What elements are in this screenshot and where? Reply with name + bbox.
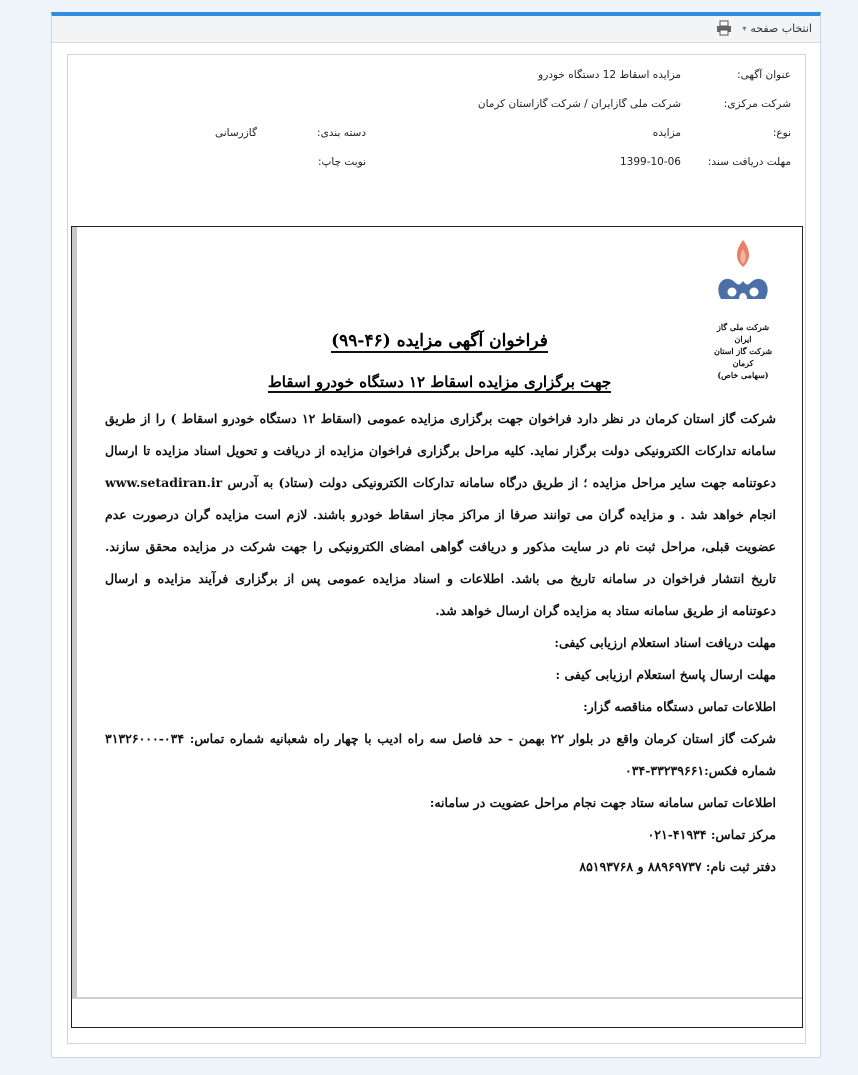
title-value: مزایده اسقاط 12 دستگاه خودرو [538,69,681,81]
org-value: شرکت ملی گازایران / شرکت گازاستان کرمان [477,98,681,110]
document-title: فراخوان آگهی مزایده (۴۶-۹۹) [331,331,548,351]
contact-heading: اطلاعات تماس دستگاه مناقصه گزار: [583,699,776,714]
printer-icon[interactable] [716,20,732,36]
type-label: نوع: [772,127,791,139]
category-value: گازرسانی [214,127,257,139]
registration-office-line: دفتر ثبت نام: ۸۸۹۶۹۷۳۷ و ۸۵۱۹۳۷۶۸ [579,859,776,874]
chevron-down-icon: ▾ [742,24,747,33]
document-page [72,227,802,999]
company-logo [708,237,778,381]
document-body [105,403,776,883]
title-label: عنوان آگهی: [737,69,791,81]
page-select-dropdown[interactable] [742,22,812,35]
deadline-label: مهلت دریافت سند: [707,156,791,168]
print-turn-label: نوبت چاپ: [317,156,366,168]
deadline-receive-line: مهلت دریافت اسناد استعلام ارزیابی کیفی: [554,635,776,650]
main-paragraph: شرکت گاز استان کرمان در نظر دارد فراخوان جهت برگزاری مزایده عمومی (اسقاط ۱۲ دستگاه خودرو اسقاط ) را از طریق سامانه تدارکات الکترونیکی دولت برگزار نماید. کلیه مراحل برگزاری فراخوان مزایده از دریافت و تحویل اسناد مزایده تا ارسال دعوتنامه جهت سایر مراحل مزایده ؛ از طریق درگاه سامانه تدارکات الکترونیکی دولت (ستاد) به آدرس www.setadiran.ir انجام خواهد شد . و مزایده گران می توانند صرفا از مراکز مجاز اسقاط خودرو باشند. لازم است مزایده گران درصورت عدم عضویت قبلی، مراحل ثبت نام در سایت مذکور و دریافت گواهی امضای الکترونیکی را جهت شرکت در مزایده محقق سازند. تاریخ انتشار فراخوان در سامانه تاریخ می باشد. اطلاعات و اسناد مزایده عمومی پس از برگزاری فرآیند مزایده و ارسال دعوتنامه از طریق سامانه ستاد به مزایده گران ارسال خواهد شد. [105,411,776,618]
contact-address: شرکت گاز استان کرمان واقع در بلوار ۲۲ بهمن - حد فاصل سه راه ادیب با چهار راه شعبانیه شماره تماس: ۰۳۴-۳۱۳۲۶۰۰۰ شماره فکس:۳۳۲۳۹۶۶۱-۰۳۴ [105,731,776,778]
toolbar [52,16,820,43]
org-label: شرکت مرکزی: [723,98,791,110]
ad-viewer-frame [51,12,821,1058]
logo-line-2: شرکت گاز استان کرمان [713,346,773,368]
call-center-line: مرکز تماس: ۴۱۹۳۴-۰۲۱ [647,827,776,842]
ad-content-panel [67,54,806,1044]
deadline-value: 1399-10-06 [619,156,681,168]
category-label: دسته بندی: [317,127,366,139]
document-subtitle: جهت برگزاری مزایده اسقاط ۱۲ دستگاه خودرو اسقاط [267,373,612,391]
page-select-label: انتخاب صفحه [750,22,812,35]
logo-line-1: شرکت ملی گاز ایران [716,322,770,344]
type-value: مزایده [652,127,681,139]
setad-heading: اطلاعات تماس سامانه ستاد جهت نجام مراحل عضویت در سامانه: [429,795,776,810]
gas-flame-logo-icon [708,237,778,317]
scanned-document [71,226,803,1028]
deadline-send-line: مهلت ارسال پاسخ استعلام ارزیابی کیفی : [555,667,776,682]
logo-line-3: (سهامی خاص) [717,370,769,380]
